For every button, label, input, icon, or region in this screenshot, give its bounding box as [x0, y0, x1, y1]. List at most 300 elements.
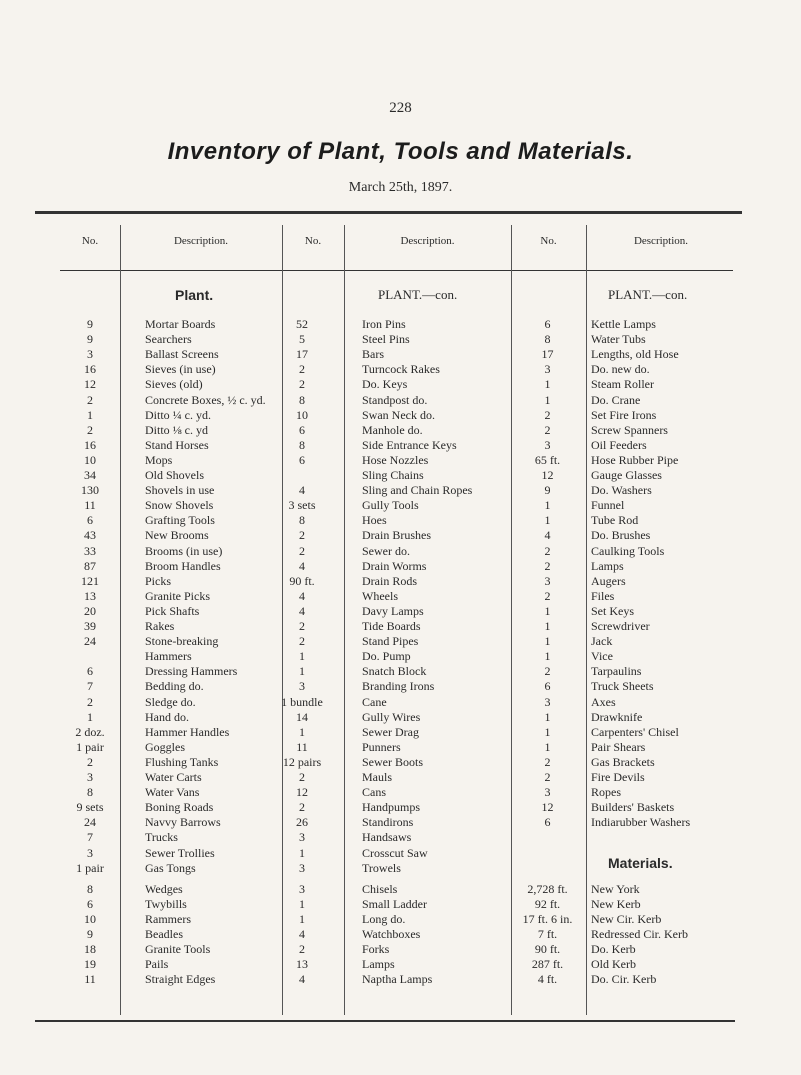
description-1: Sewer Trollies: [145, 845, 215, 860]
table-row: [0, 438, 801, 453]
table-row: [0, 483, 801, 498]
quantity-3: 65 ft.: [534, 452, 561, 467]
quantity-2: 2: [299, 377, 305, 392]
description-3: Set Fire Irons: [591, 407, 657, 422]
table-row: [0, 513, 801, 528]
table-row: [0, 830, 801, 845]
header-rule: [60, 270, 733, 271]
quantity-3: 3: [544, 694, 551, 709]
quantity-3: 92 ft.: [534, 896, 561, 911]
header-description-1: Description.: [173, 235, 229, 247]
description-2: Sewer do.: [362, 543, 410, 558]
description-3: Tube Rod: [591, 513, 639, 528]
quantity-1: 2: [87, 694, 93, 709]
description-3: Do. Crane: [591, 392, 641, 407]
description-2: Turncock Rakes: [362, 362, 440, 377]
description-3: New York: [591, 881, 640, 896]
table-row: [0, 927, 801, 942]
description-2: Sling Chains: [362, 468, 424, 482]
description-2: Hose Nozzles: [362, 452, 429, 467]
quantity-1: 39: [84, 619, 96, 633]
description-2: Wheels: [362, 588, 398, 603]
quantity-1: 18: [84, 942, 96, 957]
description-1: Pails: [145, 957, 169, 972]
quantity-1: 12: [84, 377, 96, 392]
quantity-2: 2: [299, 942, 305, 957]
table-row: [0, 942, 801, 957]
description-2: Do. Keys: [362, 377, 408, 392]
description-1: Granite Tools: [145, 942, 211, 957]
description-3: Redressed Cir. Kerb: [591, 927, 688, 941]
table-row: [0, 423, 801, 438]
quantity-1: 10: [84, 452, 96, 467]
description-1: Broom Handles: [145, 558, 221, 573]
description-3: Pair Shears: [591, 739, 646, 754]
table-row: [0, 897, 801, 912]
table-row: [0, 800, 801, 815]
quantity-1: 130: [81, 483, 99, 498]
table-row: [0, 574, 801, 589]
quantity-2: 2: [299, 543, 305, 558]
description-1: Old Shovels: [145, 468, 205, 482]
quantity-2: 4: [299, 588, 305, 603]
description-1: Gas Tongs: [145, 860, 196, 875]
description-2: Punners: [362, 739, 401, 754]
quantity-2: 2: [299, 528, 305, 543]
description-1: Searchers: [145, 332, 192, 347]
description-3: Files: [591, 588, 615, 603]
table-row: [0, 559, 801, 574]
description-3: Lamps: [591, 558, 624, 573]
table-row: [0, 604, 801, 619]
quantity-3: 6: [544, 317, 551, 331]
description-3: Augers: [591, 573, 626, 588]
description-1: Mortar Boards: [145, 317, 216, 331]
quantity-2: 11: [296, 739, 308, 754]
description-1: Navvy Barrows: [145, 815, 221, 830]
description-1: Rakes: [145, 619, 175, 633]
description-2: Drain Rods: [362, 573, 417, 588]
quantity-2: 4: [299, 603, 305, 618]
description-3: Water Tubs: [591, 332, 646, 347]
quantity-3: 2: [544, 664, 551, 679]
quantity-2: 8: [299, 437, 305, 452]
quantity-1: 9: [87, 317, 93, 331]
quantity-1: 8: [87, 785, 93, 800]
description-1: Hammer Handles: [145, 724, 230, 739]
quantity-3: 2: [544, 754, 551, 769]
quantity-2: 90 ft.: [289, 573, 315, 588]
table-row: [0, 393, 801, 408]
quantity-1: 16: [84, 362, 96, 377]
quantity-1: 24: [84, 634, 96, 649]
quantity-2: 1: [299, 664, 305, 679]
description-2: Snatch Block: [362, 664, 427, 679]
page-number: 228: [389, 100, 412, 116]
description-3: Fire Devils: [591, 770, 645, 784]
quantity-2: 2: [299, 634, 305, 649]
table-row: [0, 815, 801, 830]
quantity-1: 9 sets: [76, 800, 104, 815]
description-2: Sling and Chain Ropes: [362, 483, 473, 498]
description-2: Drain Worms: [362, 558, 427, 573]
description-1: Snow Shovels: [145, 498, 214, 513]
description-1: Sieves (old): [145, 377, 203, 392]
quantity-2: 1: [299, 911, 305, 926]
table-row: [0, 664, 801, 679]
quantity-3: 9: [544, 483, 551, 498]
table-row: [0, 377, 801, 392]
quantity-1: 43: [84, 528, 96, 543]
description-3: Gauge Glasses: [591, 468, 662, 482]
quantity-3: 3: [544, 437, 551, 452]
quantity-3: 12: [541, 468, 554, 482]
description-3: Old Kerb: [591, 957, 636, 972]
quantity-1: 9: [87, 332, 93, 347]
quantity-2: 26: [296, 815, 308, 830]
quantity-3: 2: [544, 558, 551, 573]
quantity-3: 90 ft.: [534, 942, 561, 957]
quantity-1: 1: [87, 709, 93, 724]
description-3: Vice: [591, 649, 613, 664]
quantity-2: 52: [296, 317, 308, 331]
quantity-1: 6: [87, 513, 93, 528]
description-1: Shovels in use: [145, 483, 215, 498]
quantity-2: 4: [299, 558, 305, 573]
quantity-1: 11: [84, 498, 96, 513]
quantity-3: 1: [544, 709, 551, 724]
quantity-2: 8: [299, 392, 305, 407]
quantity-2: 5: [299, 332, 305, 347]
quantity-1: 11: [84, 972, 96, 987]
table-row: [0, 347, 801, 362]
quantity-2: 14: [296, 709, 308, 724]
quantity-1: 13: [84, 588, 96, 603]
table-row: [0, 649, 801, 664]
quantity-2: 4: [299, 972, 305, 987]
description-2: Tide Boards: [362, 619, 421, 633]
header-no-2: No.: [304, 235, 322, 247]
description-1: Beadles: [145, 927, 183, 941]
header-no-3: No.: [540, 235, 557, 247]
description-2: Standpost do.: [362, 392, 428, 407]
quantity-2: 1 bundle: [281, 694, 323, 709]
description-1: Water Carts: [145, 770, 202, 784]
description-3: Screw Spanners: [591, 422, 668, 437]
quantity-2: 13: [296, 957, 308, 972]
quantity-2: 4: [299, 927, 305, 941]
description-2: Naptha Lamps: [362, 972, 433, 987]
description-1: Water Vans: [145, 785, 200, 800]
description-3: Caulking Tools: [591, 543, 665, 558]
top-rule: [35, 211, 742, 214]
quantity-3: 6: [544, 679, 551, 694]
quantity-2: 1: [299, 649, 305, 664]
quantity-2: 3: [299, 830, 305, 845]
description-3: Lengths, old Hose: [591, 347, 679, 362]
description-1: Stand Horses: [145, 437, 209, 452]
table-row: [0, 362, 801, 377]
quantity-2: 3: [299, 860, 305, 875]
description-2: Do. Pump: [362, 649, 411, 664]
description-2: Iron Pins: [362, 317, 406, 331]
quantity-3: 2: [544, 407, 551, 422]
quantity-1: 87: [84, 558, 96, 573]
description-2: Gully Wires: [362, 709, 421, 724]
description-3: Steam Roller: [591, 377, 654, 392]
description-1: Concrete Boxes, ½ c. yd.: [145, 392, 266, 407]
table-row: [0, 498, 801, 513]
section-plant: Plant.: [175, 287, 214, 303]
description-1: Mops: [145, 452, 173, 467]
quantity-1: 33: [84, 543, 96, 558]
description-3: Builders' Baskets: [591, 800, 675, 815]
quantity-3: 1: [544, 649, 551, 664]
description-2: Handsaws: [362, 830, 412, 845]
quantity-1: 7: [87, 830, 93, 845]
quantity-1: 3: [87, 845, 93, 860]
description-1: Straight Edges: [145, 972, 216, 987]
description-1: Sieves (in use): [145, 362, 216, 377]
quantity-1: 24: [84, 815, 96, 830]
table-row: [0, 589, 801, 604]
quantity-3: 1: [544, 634, 551, 649]
description-1: Hand do.: [145, 709, 189, 724]
page-title: Inventory of Plant, Tools and Materials.: [167, 138, 634, 165]
quantity-3: 1: [544, 603, 551, 618]
description-1: Ditto ¼ c. yd.: [145, 407, 211, 422]
description-2: Swan Neck do.: [362, 407, 435, 422]
quantity-1: 2: [87, 422, 93, 437]
quantity-1: 2: [87, 392, 93, 407]
description-1: Flushing Tanks: [145, 754, 219, 769]
description-1: Ditto ⅛ c. yd: [145, 422, 208, 437]
description-2: Cans: [362, 785, 386, 800]
table-row: [0, 861, 801, 876]
quantity-2: 17: [296, 347, 308, 362]
description-3: Gas Brackets: [591, 754, 655, 769]
description-1: Goggles: [145, 739, 185, 754]
description-2: Watchboxes: [362, 927, 421, 941]
description-1: Hammers: [145, 649, 192, 664]
description-2: Chisels: [362, 881, 398, 896]
quantity-1: 2: [87, 754, 93, 769]
quantity-2: 2: [299, 619, 305, 633]
quantity-2: 4: [299, 483, 305, 498]
description-2: Gully Tools: [362, 498, 419, 513]
description-3: Indiarubber Washers: [591, 815, 691, 830]
description-3: Ropes: [591, 785, 621, 800]
header-description-3: Description.: [633, 235, 689, 247]
table-row: [0, 972, 801, 987]
description-3: Set Keys: [591, 603, 634, 618]
quantity-3: 1: [544, 724, 551, 739]
description-1: Wedges: [145, 881, 183, 896]
table-row: [0, 332, 801, 347]
description-2: Lamps: [362, 957, 395, 972]
description-3: Axes: [591, 694, 616, 709]
quantity-2: 3 sets: [288, 498, 316, 513]
description-3: Carpenters' Chisel: [591, 724, 679, 739]
quantity-2: 8: [299, 513, 305, 528]
description-3: Hose Rubber Pipe: [591, 452, 679, 467]
description-3: Do. Kerb: [591, 942, 636, 957]
quantity-3: 1: [544, 392, 551, 407]
date: March 25th, 1897.: [348, 180, 453, 195]
table-row: [0, 408, 801, 423]
quantity-2: 6: [299, 422, 305, 437]
description-2: Mauls: [362, 770, 392, 784]
description-1: Rammers: [145, 911, 191, 926]
description-3: Drawknife: [591, 709, 643, 724]
table-row: [0, 468, 801, 483]
quantity-2: 1: [299, 724, 305, 739]
quantity-3: 287 ft.: [531, 957, 564, 972]
quantity-1: 9: [87, 927, 93, 941]
quantity-3: 2: [544, 543, 551, 558]
description-1: New Brooms: [145, 528, 209, 543]
description-2: Sewer Drag: [362, 724, 419, 739]
quantity-1: 3: [87, 347, 93, 362]
quantity-1: 19: [84, 957, 96, 972]
quantity-1: 1: [87, 407, 93, 422]
quantity-1: 7: [87, 679, 93, 694]
quantity-3: 1: [544, 513, 551, 528]
description-2: Hoes: [362, 513, 387, 528]
table-row: [0, 619, 801, 634]
table-row: [0, 740, 801, 755]
quantity-1: 1 pair: [76, 739, 104, 754]
description-2: Forks: [362, 942, 390, 957]
quantity-3: 17 ft. 6 in.: [522, 911, 573, 926]
description-2: Cane: [362, 694, 387, 709]
description-2: Stand Pipes: [362, 634, 419, 649]
table-row: [0, 710, 801, 725]
description-2: Small Ladder: [362, 896, 427, 911]
quantity-2: 1: [299, 896, 305, 911]
description-3: New Cir. Kerb: [591, 911, 662, 926]
table-row: [0, 317, 801, 332]
description-2: Manhole do.: [362, 422, 423, 437]
quantity-1: 6: [87, 896, 93, 911]
description-1: Trucks: [145, 830, 178, 845]
quantity-3: 2: [544, 422, 551, 437]
quantity-3: 4 ft.: [537, 972, 558, 987]
quantity-3: 1: [544, 377, 551, 392]
description-3: Do. Washers: [591, 483, 652, 498]
description-1: Stone-breaking: [145, 634, 219, 649]
quantity-3: 1: [544, 739, 551, 754]
table-row: [0, 912, 801, 927]
description-1: Dressing Hammers: [145, 664, 238, 679]
quantity-1: 34: [84, 468, 96, 482]
quantity-3: 17: [541, 347, 554, 362]
quantity-2: 2: [299, 770, 305, 784]
quantity-2: 3: [299, 679, 305, 694]
description-2: Sewer Boots: [362, 754, 423, 769]
quantity-1: 6: [87, 664, 93, 679]
table-row: [0, 957, 801, 972]
quantity-3: 3: [544, 573, 551, 588]
table-row: [0, 846, 801, 861]
description-2: Trowels: [362, 860, 401, 875]
section-materials: Materials.: [608, 855, 673, 871]
quantity-1: 10: [84, 911, 96, 926]
description-1: Ballast Screens: [145, 347, 219, 362]
description-1: Boning Roads: [145, 800, 214, 815]
bottom-rule: [35, 1020, 735, 1022]
quantity-2: 2: [299, 362, 305, 377]
description-1: Picks: [145, 573, 172, 588]
description-2: Steel Pins: [362, 332, 410, 347]
description-3: Jack: [591, 634, 613, 649]
quantity-2: 1: [299, 845, 305, 860]
description-3: Do. new do.: [591, 362, 650, 377]
section-plant-continued: PLANT.—con.: [608, 287, 688, 302]
quantity-2: 12 pairs: [282, 754, 322, 769]
description-2: Crosscut Saw: [362, 845, 428, 860]
quantity-1: 1 pair: [76, 860, 104, 875]
quantity-2: 3: [299, 881, 305, 896]
quantity-3: 3: [544, 785, 551, 800]
description-2: Long do.: [362, 911, 406, 926]
description-2: Standirons: [362, 815, 414, 830]
description-3: New Kerb: [591, 896, 641, 911]
description-1: Twybills: [145, 896, 187, 911]
quantity-3: 2: [544, 588, 551, 603]
quantity-3: 1: [544, 619, 551, 633]
description-3: Do. Cir. Kerb: [591, 972, 657, 987]
table-row: [0, 453, 801, 468]
description-3: Tarpaulins: [591, 664, 642, 679]
quantity-3: 1: [544, 498, 551, 513]
description-1: Bedding do.: [145, 679, 204, 694]
table-row: [0, 695, 801, 710]
description-3: Funnel: [591, 498, 625, 513]
description-2: Side Entrance Keys: [362, 437, 457, 452]
description-3: Truck Sheets: [591, 679, 654, 694]
description-1: Sledge do.: [145, 694, 196, 709]
table-row: [0, 785, 801, 800]
description-3: Kettle Lamps: [591, 317, 656, 331]
description-2: Branding Irons: [362, 679, 435, 694]
quantity-3: 2,728 ft.: [527, 881, 568, 896]
description-3: Oil Feeders: [591, 437, 647, 452]
description-3: Do. Brushes: [591, 528, 651, 543]
header-no-1: No.: [81, 235, 99, 247]
header-description-2: Description.: [400, 235, 455, 247]
quantity-1: 121: [81, 573, 99, 588]
quantity-3: 2: [544, 770, 551, 784]
table-row: [0, 725, 801, 740]
table-row: [0, 679, 801, 694]
table-row: [0, 770, 801, 785]
quantity-2: 2: [299, 800, 305, 815]
table-row: [0, 882, 801, 897]
quantity-3: 8: [544, 332, 551, 347]
quantity-1: 2 doz.: [75, 724, 105, 739]
quantity-1: 8: [87, 881, 93, 896]
description-2: Drain Brushes: [362, 528, 431, 543]
section-plant-continued: PLANT.—con.: [378, 287, 458, 302]
quantity-3: 7 ft.: [537, 927, 558, 941]
quantity-3: 4: [544, 528, 551, 543]
description-3: Screwdriver: [591, 619, 650, 633]
quantity-1: 16: [84, 437, 96, 452]
description-1: Brooms (in use): [145, 543, 223, 558]
description-2: Handpumps: [362, 800, 420, 815]
table-row: [0, 528, 801, 543]
